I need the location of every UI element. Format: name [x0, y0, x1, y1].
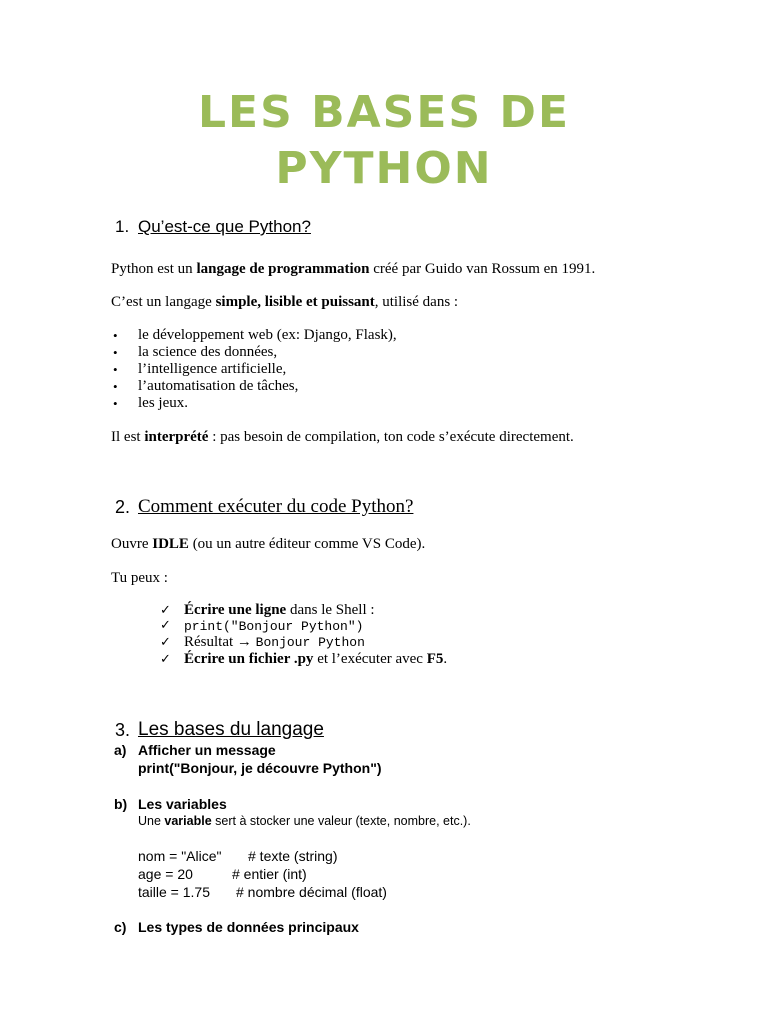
checkmark-icon: ✓ [160, 652, 171, 667]
bullet-icon: • [113, 328, 118, 343]
section-2-number: 2. [115, 497, 131, 517]
section-1-paragraph-1: Python est un langage de programmation créé par Guido van Rossum en 1991. [111, 261, 596, 277]
checklist-item: print("Bonjour Python") [184, 619, 364, 634]
subsection-b-letter: b) [114, 796, 128, 812]
section-2-paragraph-2: Tu peux : [111, 570, 168, 586]
section-3-heading: Les bases du langage [138, 719, 324, 740]
code-line: age = 20 [138, 866, 193, 882]
checklist-item: Résultat → Bonjour Python [184, 634, 365, 650]
list-item: les jeux. [138, 395, 188, 411]
bullet-icon: • [113, 345, 118, 360]
section-2-paragraph-1: Ouvre IDLE (ou un autre éditeur comme VS Code). [111, 536, 426, 552]
code-line: nom = "Alice" [138, 848, 222, 864]
subsection-a-title: Afficher un message [138, 742, 276, 758]
section-3-number: 3. [115, 720, 131, 740]
list-item: l’intelligence artificielle, [138, 361, 287, 377]
bullet-icon: • [113, 379, 118, 394]
section-1-paragraph-2: C’est un langage simple, lisible et puissant, utilisé dans : [111, 294, 459, 310]
code-line: taille = 1.75 [138, 884, 210, 900]
document-title-line-2: PYTHON [275, 143, 493, 194]
list-item: la science des données, [138, 344, 278, 360]
section-1-heading: Qu’est-ce que Python? [138, 217, 311, 236]
document-title-line-1: LES BASES DE [197, 87, 571, 138]
section-1-paragraph-3: Il est interprété : pas besoin de compilation, ton code s’exécute directement. [111, 429, 574, 445]
list-item: l’automatisation de tâches, [138, 378, 299, 394]
checkmark-icon: ✓ [160, 618, 171, 633]
subsection-b-title: Les variables [138, 796, 227, 812]
subsection-a-letter: a) [114, 742, 127, 758]
subsection-c-letter: c) [114, 919, 127, 935]
code-comment: # texte (string) [248, 848, 338, 864]
code-comment: # entier (int) [232, 866, 307, 882]
code-comment: # nombre décimal (float) [236, 884, 387, 900]
checklist-item: Écrire un fichier .py et l’exécuter avec F5. [184, 651, 448, 667]
bullet-icon: • [113, 396, 118, 411]
section-1-number: 1. [115, 217, 130, 236]
section-2-heading: Comment exécuter du code Python? [138, 496, 414, 517]
checkmark-icon: ✓ [160, 635, 171, 650]
subsection-c-title: Les types de données principaux [138, 919, 359, 935]
checklist-item: Écrire une ligne dans le Shell : [184, 602, 375, 618]
bullet-icon: • [113, 362, 118, 377]
subsection-a-code: print("Bonjour, je découvre Python") [138, 760, 382, 776]
list-item: le développement web (ex: Django, Flask), [138, 327, 397, 343]
checkmark-icon: ✓ [160, 603, 171, 618]
subsection-b-description: Une variable sert à stocker une valeur (texte, nombre, etc.). [138, 814, 471, 828]
